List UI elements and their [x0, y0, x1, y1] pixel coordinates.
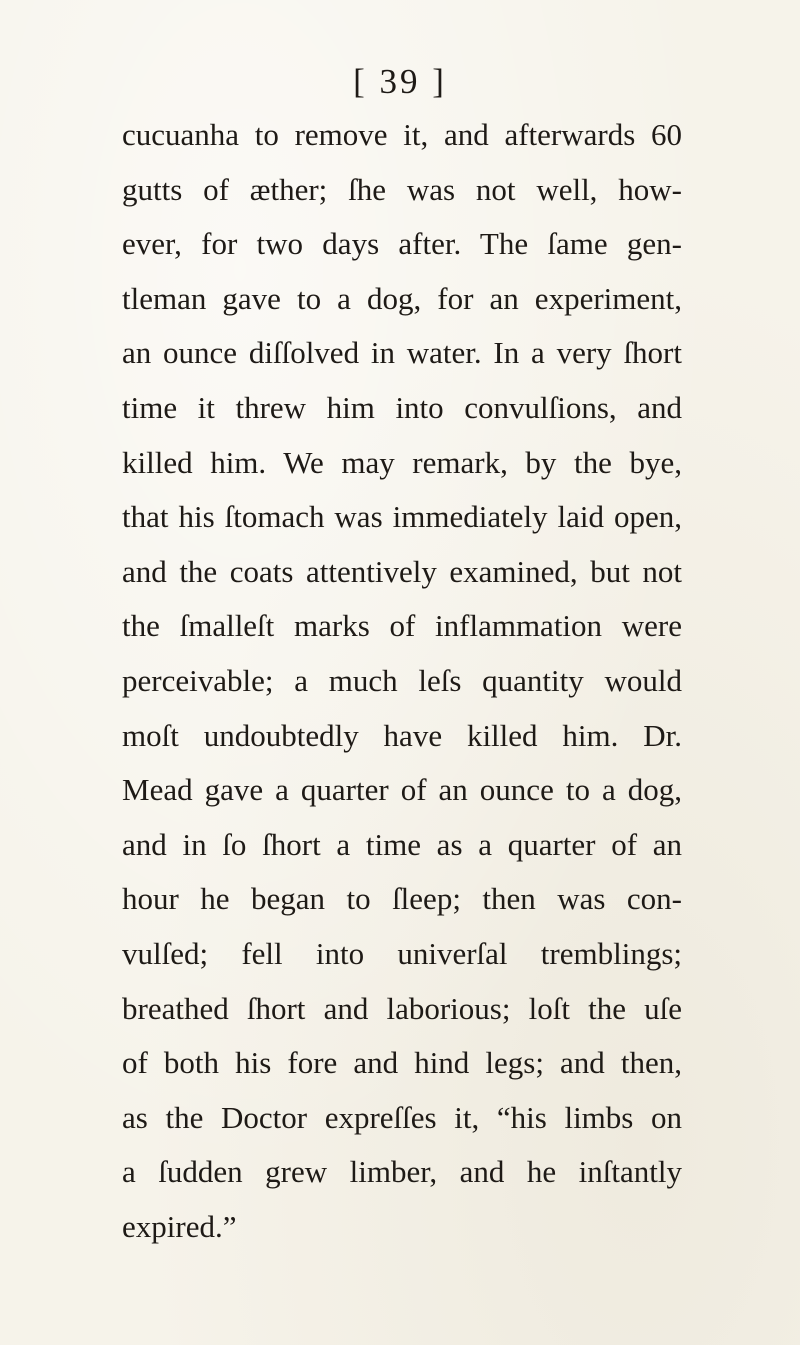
text-line: an ounce diſſolved in water. In a very ſhort	[122, 335, 682, 371]
text-line: cucuanha to remove it, and afterwards 60	[122, 117, 682, 152]
text-line: tleman gave to a dog, for an experiment,	[122, 280, 682, 316]
text-line: moſt undoubtedly have killed him. Dr.	[122, 717, 682, 753]
text-line: breathed ſhort and laborious; loſt the uſe	[122, 990, 682, 1026]
text-line: and the coats attentively examined, but not	[122, 553, 682, 589]
text-line: hour he began to ſleep; then was con-	[122, 881, 682, 917]
text-line: perceivable; a much leſs quantity would	[122, 662, 682, 698]
page-number: [ 39 ]	[353, 62, 447, 101]
text-line: time it threw him into convulſions, and	[122, 389, 682, 425]
text-line: killed him. We may remark, by the bye,	[122, 444, 682, 480]
text-line: and in ſo ſhort a time as a quarter of an	[122, 826, 682, 862]
text-line: vulſed; fell into univerſal tremblings;	[122, 935, 682, 971]
text-line: expired.”	[122, 1208, 237, 1244]
text-line: of both his fore and hind legs; and then,	[122, 1045, 682, 1081]
body-text	[122, 108, 682, 1254]
text-line: a ſudden grew limber, and he inſtantly	[122, 1154, 682, 1190]
text-line: that his ſtomach was immediately laid open,	[122, 499, 682, 535]
text-line: as the Doctor expreſſes it, “his limbs on	[122, 1099, 682, 1135]
text-line: Mead gave a quarter of an ounce to a dog,	[122, 772, 682, 808]
text-line: the ſmalleſt marks of inflammation were	[122, 608, 682, 644]
text-line: ever, for two days after. The ſame gen-	[122, 226, 682, 262]
text-line: gutts of æther; ſhe was not well, how-	[122, 171, 682, 207]
